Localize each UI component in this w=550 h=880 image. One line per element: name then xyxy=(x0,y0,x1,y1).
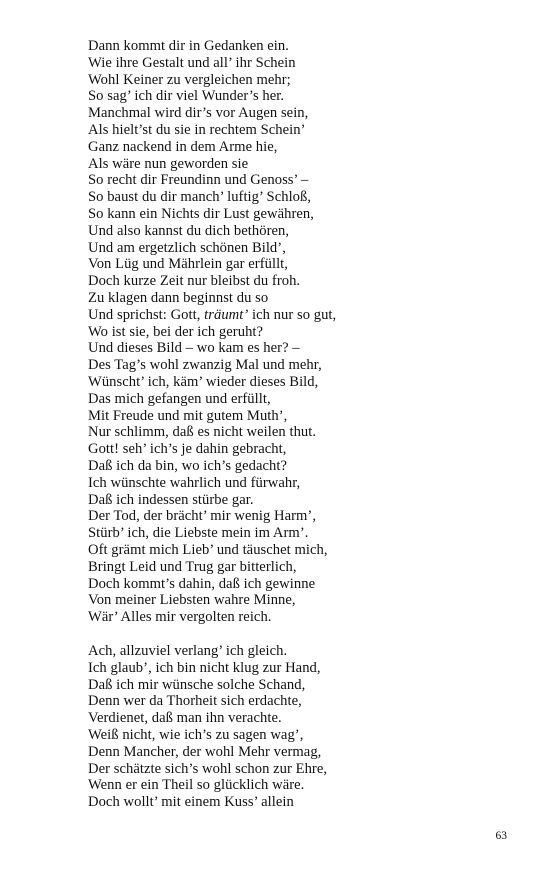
poem-line: Dann kommt dir in Gedanken ein. xyxy=(88,38,289,54)
poem-line: So kann ein Nichts dir Lust gewähren, xyxy=(88,205,314,222)
page-number: 63 xyxy=(495,830,507,842)
poem-line: Als wäre nun geworden sie xyxy=(88,155,249,172)
poem-line: Des Tag’s wohl zwanzig Mal und mehr, xyxy=(88,357,322,374)
poem-line: Ich glaub’, ich bin nicht klug zur Hand, xyxy=(88,659,321,676)
poem-line xyxy=(88,307,336,324)
poem-line: Und dieses Bild – wo kam es her? – xyxy=(88,340,300,357)
poem-line: Bringt Leid und Trug gar bitterlich, xyxy=(88,558,297,575)
poem-line: Der Tod, der brächt’ mir wenig Harm’, xyxy=(88,508,317,525)
poem-line-text: Und sprichst: Gott, xyxy=(88,306,205,323)
poem-line: Wie ihre Gestalt und all’ ihr Schein xyxy=(88,54,296,71)
poem-line: Nur schlimm, daß es nicht weilen thut. xyxy=(88,424,317,441)
poem-line: Das mich gefangen und erfüllt, xyxy=(88,390,271,407)
poem-line: So recht dir Freundinn und Genoss’ – xyxy=(88,172,309,189)
poem-line: Und also kannst du dich bethören, xyxy=(88,222,290,239)
poem-line: Doch wollt’ mit einem Kuss’ allein xyxy=(88,794,294,811)
poem-line: Doch kurze Zeit nur bleibst du froh. xyxy=(88,273,301,290)
poem-line: Stürb’ ich, die Liebste mein im Arm’. xyxy=(88,525,309,542)
poem-line: Der schätzte sich’s wohl schon zur Ehre, xyxy=(88,760,328,777)
poem-line: So baust du dir manch’ luftig’ Schloß, xyxy=(88,189,312,206)
poem-line: Ach, allzuviel verlang’ ich gleich. xyxy=(88,643,288,659)
poem-line-text: ich nur so gut, xyxy=(248,306,337,323)
poem-line: Ganz nackend in dem Arme hie, xyxy=(88,138,278,155)
poem-line: Von Lüg und Mährlein gar erfüllt, xyxy=(88,256,288,273)
poem-line: Gott! seh’ ich’s je dahin gebracht, xyxy=(88,441,287,458)
poem-line: Manchmal wird dir’s vor Augen sein, xyxy=(88,105,309,122)
poem-line: Wünscht’ ich, käm’ wieder dieses Bild, xyxy=(88,373,319,390)
poem-line: Als hielt’st du sie in rechtem Schein’ xyxy=(88,121,306,138)
poem-line: Mit Freude und mit gutem Muth’, xyxy=(88,407,288,424)
poem-line: Und am ergetzlich schönen Bild’, xyxy=(88,239,286,256)
poem-line: Wohl Keiner zu vergleichen mehr; xyxy=(88,71,291,88)
poem-line: Daß ich mir wünsche solche Schand, xyxy=(88,676,306,693)
poem-line: Verdienet, daß man ihn verachte. xyxy=(88,710,282,727)
emphasized-word: träumt’ xyxy=(204,306,249,323)
poem-stanza-1 xyxy=(88,38,336,626)
poem-line: Ich wünschte wahrlich und fürwahr, xyxy=(88,474,301,491)
poem-line: Daß ich da bin, wo ich’s gedacht? xyxy=(88,457,288,474)
poem-line: Oft grämt mich Lieb’ und täuschet mich, xyxy=(88,541,328,558)
poem-line: Wenn er ein Theil so glücklich wäre. xyxy=(88,777,305,794)
poem-line: So sag’ ich dir viel Wunder’s her. xyxy=(88,88,285,105)
poem-line: Wo ist sie, bei der ich geruht? xyxy=(88,323,264,340)
poem-line: Von meiner Liebsten wahre Minne, xyxy=(88,592,296,609)
poem-line: Wär’ Alles mir vergolten reich. xyxy=(88,609,272,626)
poem-line: Zu klagen dann beginnst du so xyxy=(88,289,269,306)
poem-line: Denn Mancher, der wohl Mehr vermag, xyxy=(88,743,322,760)
poem-line: Doch kommt’s dahin, daß ich gewinne xyxy=(88,575,316,592)
poem-line: Daß ich indessen stürbe gar. xyxy=(88,491,254,508)
poem-line: Weiß nicht, wie ich’s zu sagen wag’, xyxy=(88,726,304,743)
poem-stanza-2 xyxy=(88,643,327,811)
poem-line: Denn wer da Thorheit sich erdachte, xyxy=(88,693,302,710)
